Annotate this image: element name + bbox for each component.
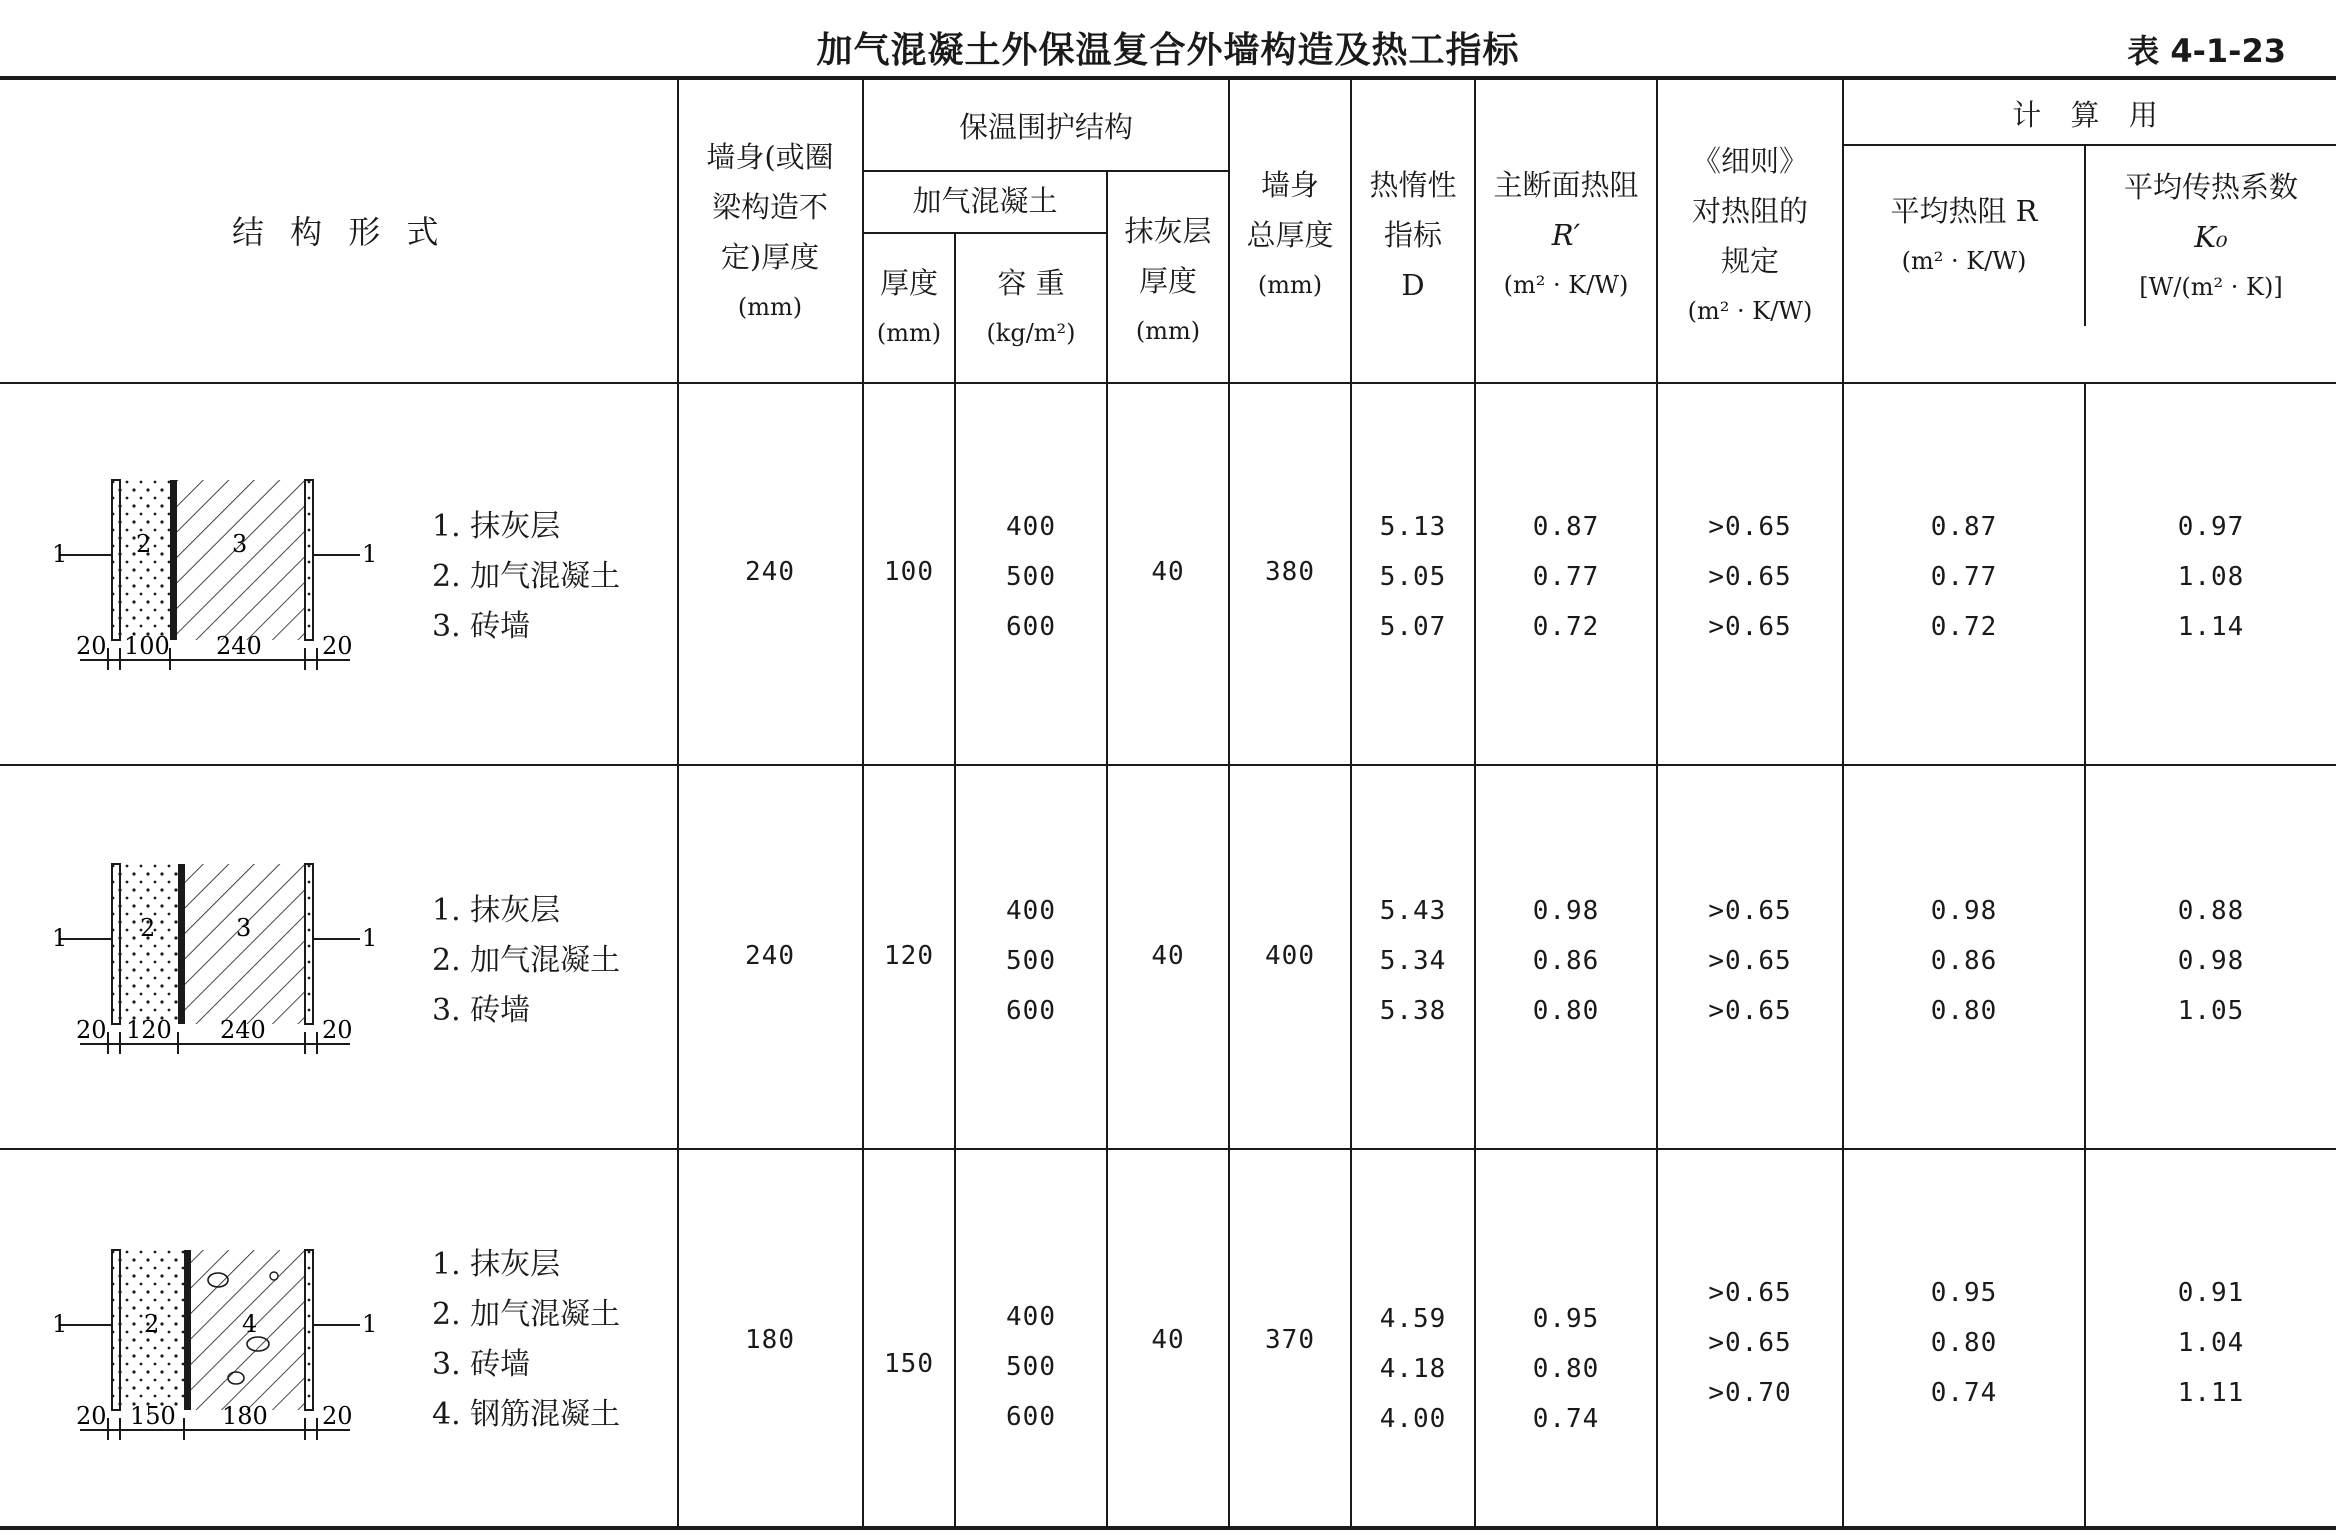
aerated-thickness-value: 150 <box>884 1349 934 1379</box>
header-thickness: 厚度 (mm) <box>876 266 942 347</box>
row1-bottom-line <box>0 764 2336 766</box>
avg-coeff-values: 0.91 1.04 1.11 <box>2177 1278 2245 1408</box>
density-values: 400 500 600 <box>1006 896 1056 1026</box>
header-calc-group: 计 算 用 <box>2012 98 2168 132</box>
diagram-label-3: 3 <box>232 530 248 558</box>
diagram-dim: 20 <box>322 1016 353 1044</box>
diagram-label-4: 4 <box>242 1310 258 1338</box>
row2-bottom-line <box>0 1148 2336 1150</box>
diagram-dim: 100 <box>124 632 170 660</box>
diagram-dim: 20 <box>76 1402 107 1430</box>
inertia-values: 5.43 5.34 5.38 <box>1379 896 1447 1026</box>
header-bottom-line <box>0 382 2336 384</box>
wall-thickness-value: 240 <box>745 941 795 971</box>
calc-group-line <box>1842 144 2336 146</box>
avg-resistance-values: 0.95 0.80 0.74 <box>1930 1278 1998 1408</box>
header-main-resistance: 主断面热阻 R′ (m² · K/W) <box>1493 168 1639 299</box>
header-total-thickness: 墙身 总厚度 (mm) <box>1246 168 1334 299</box>
wall-thickness-value: 180 <box>745 1325 795 1355</box>
top-rule <box>0 76 2336 80</box>
diagram-label-2: 2 <box>136 530 152 558</box>
avg-resistance-values: 0.87 0.77 0.72 <box>1930 512 1998 642</box>
aerated-group-line <box>862 232 1106 234</box>
col-line <box>677 80 679 1526</box>
diagram-label-1: 1 <box>362 540 378 568</box>
plaster-value: 40 <box>1151 941 1185 971</box>
avg-coeff-values: 0.88 0.98 1.05 <box>2177 896 2245 1026</box>
plaster-value: 40 <box>1151 1325 1185 1355</box>
header-wall-thickness: 墙身(或圈 梁构造不 定)厚度 (mm) <box>706 140 834 321</box>
header-structure: 结 构 形 式 <box>232 213 447 251</box>
structure-legend: 1. 抹灰层 2. 加气混凝土 3. 砖墙 <box>432 893 621 1028</box>
diagram-label-1: 1 <box>52 924 68 952</box>
diagram-label-2: 2 <box>144 1310 160 1338</box>
diagram-dim: 150 <box>130 1402 176 1430</box>
diagram-dim: 240 <box>216 632 262 660</box>
diagram-label-1: 1 <box>52 540 68 568</box>
insulation-group-line <box>862 170 1228 172</box>
diagram-dim: 120 <box>126 1016 172 1044</box>
table-title: 加气混凝土外保温复合外墙构造及热工指标 <box>816 30 1520 71</box>
table-number: 表 4-1-23 <box>2127 32 2286 70</box>
main-resistance-values: 0.95 0.80 0.74 <box>1532 1304 1600 1434</box>
regulation-values: >0.65 >0.65 >0.70 <box>1708 1278 1792 1408</box>
structure-legend: 1. 抹灰层 2. 加气混凝土 3. 砖墙 4. 钢筋混凝土 <box>432 1247 621 1432</box>
density-values: 400 500 600 <box>1006 512 1056 642</box>
diagram-dim: 20 <box>76 632 107 660</box>
main-resistance-values: 0.87 0.77 0.72 <box>1532 512 1600 642</box>
header-inertia: 热惰性 指标 D <box>1369 168 1457 302</box>
diagram-dim: 180 <box>222 1402 268 1430</box>
diagram-label-2: 2 <box>140 914 156 942</box>
header-insulation-group: 保温围护结构 <box>958 110 1133 144</box>
aerated-thickness-value: 100 <box>884 557 934 587</box>
main-resistance-values: 0.98 0.86 0.80 <box>1532 896 1600 1026</box>
header-aerated-concrete: 加气混凝土 <box>912 184 1058 218</box>
diagram-label-1: 1 <box>362 1310 378 1338</box>
structure-legend: 1. 抹灰层 2. 加气混凝土 3. 砖墙 <box>432 509 621 644</box>
diagram-dim: 240 <box>220 1016 266 1044</box>
wall-thickness-value: 240 <box>745 557 795 587</box>
total-thickness-value: 400 <box>1265 941 1315 971</box>
header-regulation: 《细则》 对热阻的 规定 (m² · K/W) <box>1687 144 1813 325</box>
density-values: 400 500 600 <box>1006 1302 1056 1432</box>
total-thickness-value: 380 <box>1265 557 1315 587</box>
header-density: 容 重 (kg/m²) <box>986 266 1076 347</box>
inertia-values: 4.59 4.18 4.00 <box>1379 1304 1447 1434</box>
header-plaster: 抹灰层 厚度 (mm) <box>1124 214 1212 345</box>
diagram-dim: 20 <box>76 1016 107 1044</box>
avg-coeff-values: 0.97 1.08 1.14 <box>2177 512 2245 642</box>
regulation-values: >0.65 >0.65 >0.65 <box>1708 512 1792 642</box>
diagram-label-3: 3 <box>236 914 252 942</box>
header-avg-coeff: 平均传热系数 K₀ [W/(m² · K)] <box>2123 170 2298 301</box>
regulation-values: >0.65 >0.65 >0.65 <box>1708 896 1792 1026</box>
total-thickness-value: 370 <box>1265 1325 1315 1355</box>
avg-resistance-values: 0.98 0.86 0.80 <box>1930 896 1998 1026</box>
aerated-thickness-value: 120 <box>884 941 934 971</box>
inertia-values: 5.13 5.05 5.07 <box>1379 512 1447 642</box>
diagram-dim: 20 <box>322 632 353 660</box>
bottom-rule <box>0 1526 2336 1530</box>
wall-section-diagram <box>52 854 380 1064</box>
diagram-label-1: 1 <box>52 1310 68 1338</box>
plaster-value: 40 <box>1151 557 1185 587</box>
diagram-dim: 20 <box>322 1402 353 1430</box>
wall-section-diagram <box>52 470 380 680</box>
wall-section-diagram <box>52 1240 380 1450</box>
header-avg-resistance: 平均热阻 R (m² · K/W) <box>1890 194 2038 275</box>
diagram-label-1: 1 <box>362 924 378 952</box>
col-line <box>1106 170 1108 1526</box>
